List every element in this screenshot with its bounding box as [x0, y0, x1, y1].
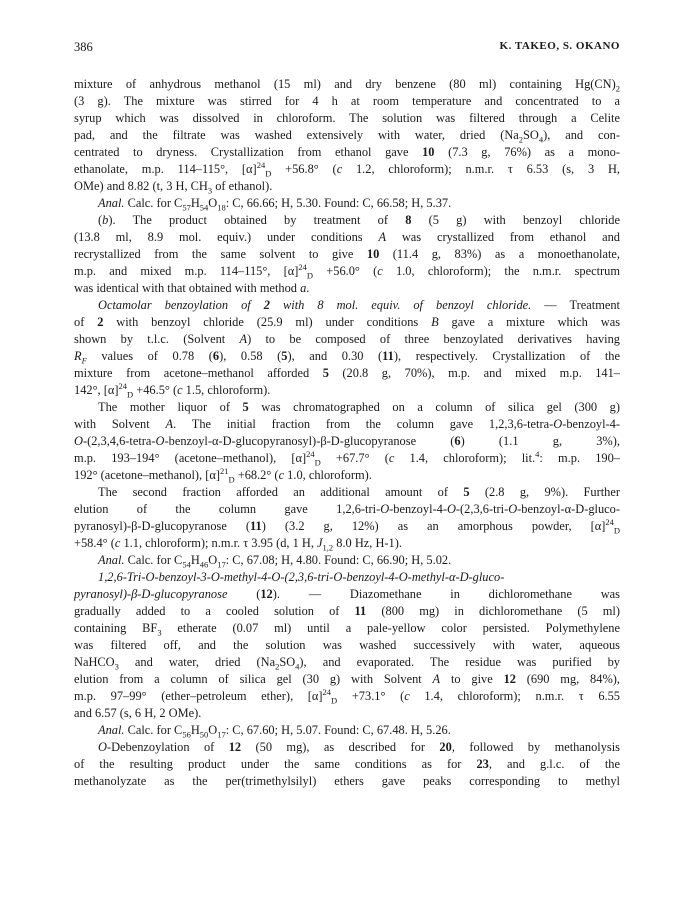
text-line: was filtered off, and the solution was washed successively with water, aqueous	[74, 638, 620, 652]
text-line: The second fraction afforded an additional amount of 5 (2.8 g, 9%). Further	[98, 485, 621, 499]
text-line: Anal. Calc. for $C_{56}H_{50}O_{17}$: C, 67.60; H, 5.07. Found: C, 67.48. H, 5.26.	[98, 723, 451, 740]
text-line: Octamolar benzoylation of 2 with 8 mol. equiv. of benzoyl chloride. — Treatment	[98, 298, 620, 312]
running-header	[74, 40, 620, 60]
page-number: 386	[74, 40, 93, 54]
body-text	[74, 76, 620, 790]
text-line: O-Debenzoylation of 12 (50 mg), as described for 20, followed by methanolysis	[98, 740, 620, 754]
text-line: elution of the column gave 1,2,6-tri-O-benzoyl-4-O-(2,3,6-tri-O-benzoyl-α-D-gluco-	[74, 502, 620, 516]
text-line: containing $BF_3$ etherate (0.07 ml) until a pale-yellow color persisted. Polymethylene	[74, 621, 620, 638]
text-line: and 6.57 (s, 6 H, 2 OMe).	[74, 706, 202, 720]
text-line: 192° (acetone–methanol), $[\alpha]^{21}_D +68.2^\circ$ (c 1.0, chloroform).	[74, 465, 372, 485]
text-line: gradually added to a cooled solution of 11 (800 mg) in dichloromethane (5 ml)	[74, 604, 621, 618]
text-line: +58.4° (c 1.1, chloroform); n.m.r. τ 3.95 (d, 1 H, $J_{1,2}$ 8.0 Hz, H-1).	[74, 536, 402, 553]
text-line: m.p. 193–194° (acetone–methanol), $[\alpha]^{24}_D +67.7^\circ$ (c 1.4, chloroform); lit.$^4$: m.p. 190–	[74, 448, 620, 468]
text-line: mixture from acetone–methanol afforded 5 (20.8 g, 70%), m.p. and mixed m.p. 141–	[74, 366, 620, 380]
text-line: OMe) and 8.82 (t, 3 H, $CH_3$ of ethanol).	[74, 179, 273, 196]
text-line: NaHCO$_3$ and water, dried $(Na_2SO_4)$, and evaporated. The residue was purified by	[74, 655, 620, 672]
text-line: m.p. 97–99° (ether–petroleum ether), $[\alpha]^{24}_D +73.1^\circ$ (c 1.4, chloroform); n.m.r. τ 6.55	[74, 686, 621, 706]
text-line: shown by t.l.c. (Solvent A) to be composed of three benzoylated derivatives having	[74, 332, 620, 346]
text-line: recrystallized from the same solvent to give 10 (11.4 g, 83%) as a monoethanolate,	[74, 247, 620, 261]
text-line: (13.8 ml, 8.9 mol. equiv.) under conditions A was crystallized from ethanol and	[74, 230, 621, 244]
text-line: pad, and the filtrate was washed extensively with water, dried $(Na_2SO_4)$, and con-	[74, 128, 620, 145]
text-line: Anal. Calc. for $C_{54}H_{46}O_{17}$: C, 67.08; H, 4.80. Found: C, 66.90; H, 5.02.	[98, 553, 452, 570]
text-line: (3 g). The mixture was stirred for 4 h at room temperature and concentrated to a	[74, 94, 620, 108]
text-line: of the resulting product under the same conditions as for 23, and g.l.c. of the	[74, 757, 620, 771]
text-line: The mother liquor of 5 was chromatographed on a column of silica gel (300 g)	[98, 400, 620, 414]
text-line: Anal. Calc. for $C_{57}H_{54}O_{18}$: C, 66.66; H, 5.30. Found: C, 66.58; H, 5.37.	[98, 196, 452, 213]
page	[74, 40, 621, 788]
text-line: pyranosyl)-β-D-glucopyranose (12). — Diazomethane in dichloromethane was	[74, 587, 620, 601]
text-line: elution from a column of silica gel (30 g) with Solvent A to give 12 (690 mg, 84%),	[74, 672, 620, 686]
text-line: (b). The product obtained by treatment of 8 (5 g) with benzoyl chloride	[98, 213, 620, 227]
text-line: m.p. and mixed m.p. 114–115°, $[\alpha]^{24}_D +56.0^\circ$ (c 1.0, chloroform); the n.m.r. spectrum	[74, 261, 620, 281]
text-line: with Solvent A. The initial fraction from the column gave 1,2,3,6-tetra-O-benzoyl-4-	[74, 417, 620, 431]
text-line: ethanolate, m.p. 114–115°, $[\alpha]^{24}_D +56.8^\circ$ (c 1.2, chloroform); n.m.r. τ 6.53 (s, 3 H,	[74, 159, 620, 179]
text-line: methanolyzate as the per(trimethylsilyl) ethers gave peaks corresponding to methyl	[74, 774, 620, 788]
text-line: syrup which was dissolved in chloroform. The solution was filtered through a Celite	[74, 111, 620, 125]
text-line: pyranosyl)-β-D-glucopyranose (11) (3.2 g, 12%) as an amorphous powder, $[\alpha]^{24}_D$	[74, 516, 620, 536]
text-line: centrated to dryness. Crystallization from ethanol gave 10 (7.3 g, 76%) as a mono-	[74, 145, 620, 159]
text-line: was identical with that obtained with method a.	[74, 281, 310, 295]
text-line: of 2 with benzoyl chloride (25.9 ml) under conditions B gave a mixture which was	[74, 315, 621, 329]
text-line: $R_F$ values of 0.78 (6), 0.58 (5), and 0.30 (11), respectively. Crystallization of the	[74, 349, 620, 366]
text-line: 142°, $[\alpha]^{24}_D +46.5^\circ$ (c 1.5, chloroform).	[74, 380, 271, 400]
text-line: 1,2,6-Tri-O-benzoyl-3-O-methyl-4-O-(2,3,6-tri-O-benzoyl-4-O-methyl-α-D-gluco-	[98, 570, 505, 584]
text-line: mixture of anhydrous methanol (15 ml) and dry benzene (80 ml) containing $Hg(CN)_2$	[74, 77, 620, 94]
running-head-authors: K. TAKEO, S. OKANO	[499, 40, 620, 52]
text-line: O-(2,3,4,6-tetra-O-benzoyl-α-D-glucopyranosyl)-β-D-glucopyranose (6) (1.1 g, 3%),	[74, 434, 620, 448]
